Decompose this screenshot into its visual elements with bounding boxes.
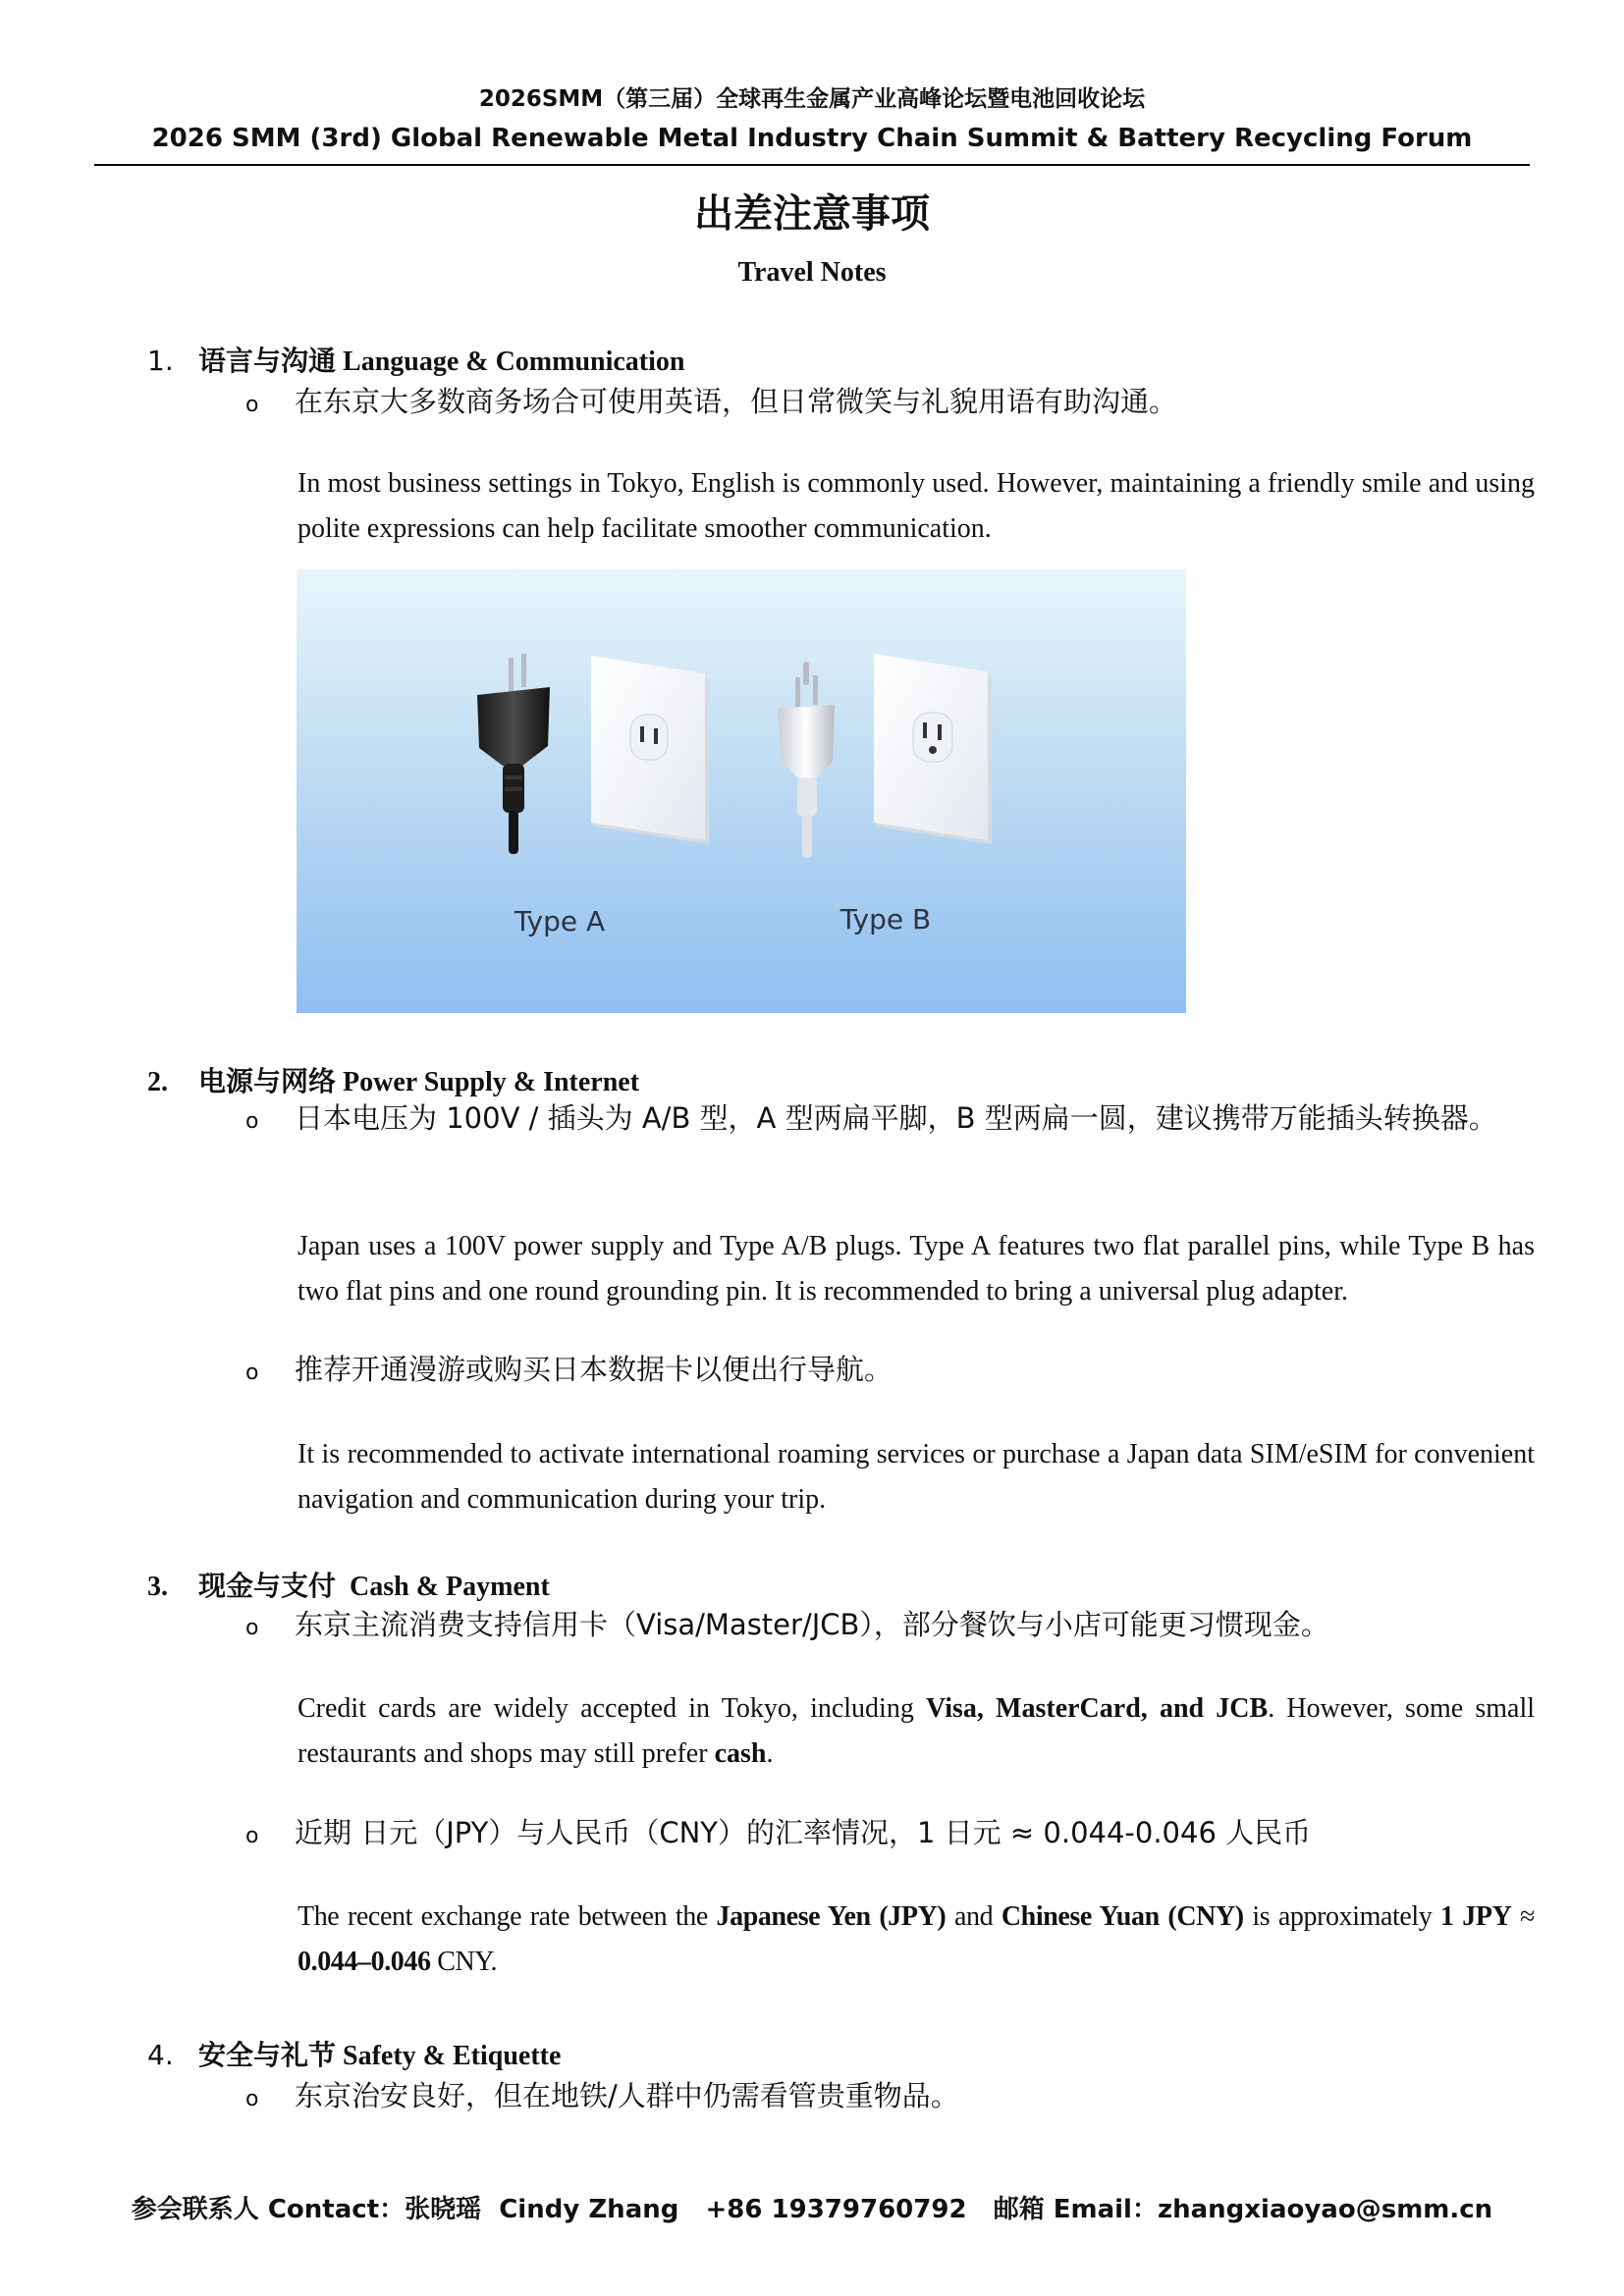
type-a-outlet-icon: [591, 656, 709, 844]
type-a-label: Type A: [514, 905, 606, 937]
item-cn: 近期 日元（JPY）与人民币（CNY）的汇率情况，1 日元 ≈ 0.044-0.046 人民币: [295, 1816, 1312, 1849]
item-cn: 在东京大多数商务场合可使用英语，但日常微笑与礼貌用语有助沟通。: [295, 385, 1178, 418]
type-b-label: Type B: [839, 903, 932, 935]
section-3-heading: [147, 1565, 550, 1604]
section-title-cn: 安全与礼节: [198, 2039, 337, 2071]
section-2-heading: [147, 1060, 639, 1099]
bullet-icon: o: [245, 1109, 259, 1134]
bullet-icon: o: [245, 1361, 259, 1385]
page-title-en: Travel Notes: [737, 257, 887, 288]
header-divider: [94, 164, 1530, 166]
section-number: 4.: [147, 2039, 174, 2071]
section-title-en: Power Supply & Internet: [343, 1067, 640, 1097]
header-line-cn: 2026SMM（第三届）全球再生金属产业高峰论坛暨电池回收论坛: [478, 86, 1146, 112]
item-cn: 东京治安良好，但在地铁/人群中仍需看管贵重物品。: [295, 2079, 959, 2112]
item-en: Credit cards are widely accepted in Tokyo, including Visa, MasterCard, and JCB. However, some small restaurants and shops may still prefer cash.: [298, 1693, 1535, 1769]
section-title-en: Safety & Etiquette: [343, 2041, 562, 2071]
item-cn: 东京主流消费支持信用卡（Visa/Master/JCB），部分餐饮与小店可能更习惯现金。: [295, 1608, 1329, 1641]
bullet-icon: o: [245, 393, 259, 417]
section-title-cn: 现金与支付: [198, 1570, 337, 1602]
section-number: 2.: [147, 1067, 168, 1097]
section-number: 1.: [147, 345, 174, 377]
section-title-cn: 电源与网络: [198, 1065, 337, 1097]
section-title-en: Language & Communication: [343, 347, 685, 377]
bullet-icon: o: [245, 1616, 259, 1640]
section-1-heading: [147, 340, 684, 379]
item-en: In most business settings in Tokyo, English is commonly used. However, maintaining a friendly smile and using polite expressions can help facilitate smoother communication.: [298, 468, 1535, 544]
footer-contact: 参会联系人 Contact：张晓瑶 Cindy Zhang +86 19379760792 邮箱 Email：zhangxiaoyao@smm.cn: [131, 2195, 1493, 2224]
item-cn: 日本电压为 100V / 插头为 A/B 型，A 型两扁平脚，B 型两扁一圆，建议携带万能插头转换器。: [295, 1101, 1497, 1135]
type-b-outlet-icon: [874, 654, 992, 844]
section-title-en: Cash & Payment: [350, 1572, 550, 1602]
item-cn: 推荐开通漫游或购买日本数据卡以便出行导航。: [295, 1353, 893, 1386]
item-en: Japan uses a 100V power supply and Type A/B plugs. Type A features two flat parallel pins, while Type B has two flat pins and one round grounding pin. It is recommended to bring a universal plug adapter.: [298, 1231, 1535, 1307]
bullet-icon: o: [245, 2087, 259, 2111]
bullet-icon: o: [245, 1824, 259, 1848]
item-en: It is recommended to activate international roaming services or purchase a Japan data SIM/eSIM for convenient navigation and communication during your trip.: [298, 1439, 1535, 1515]
item-en: The recent exchange rate between the Japanese Yen (JPY) and Chinese Yuan (CNY) is approximately 1 JPY ≈ 0.044–0.046 CNY.: [298, 1901, 1536, 1977]
page-title-cn: 出差注意事项: [694, 191, 930, 237]
header-line-en: 2026 SMM (3rd) Global Renewable Metal Industry Chain Summit & Battery Recycling Forum: [151, 124, 1473, 153]
section-title-cn: 语言与沟通: [198, 345, 337, 377]
plug-types-figure: [297, 569, 1186, 1013]
section-4-heading: [147, 2034, 561, 2073]
section-number: 3.: [147, 1572, 168, 1602]
